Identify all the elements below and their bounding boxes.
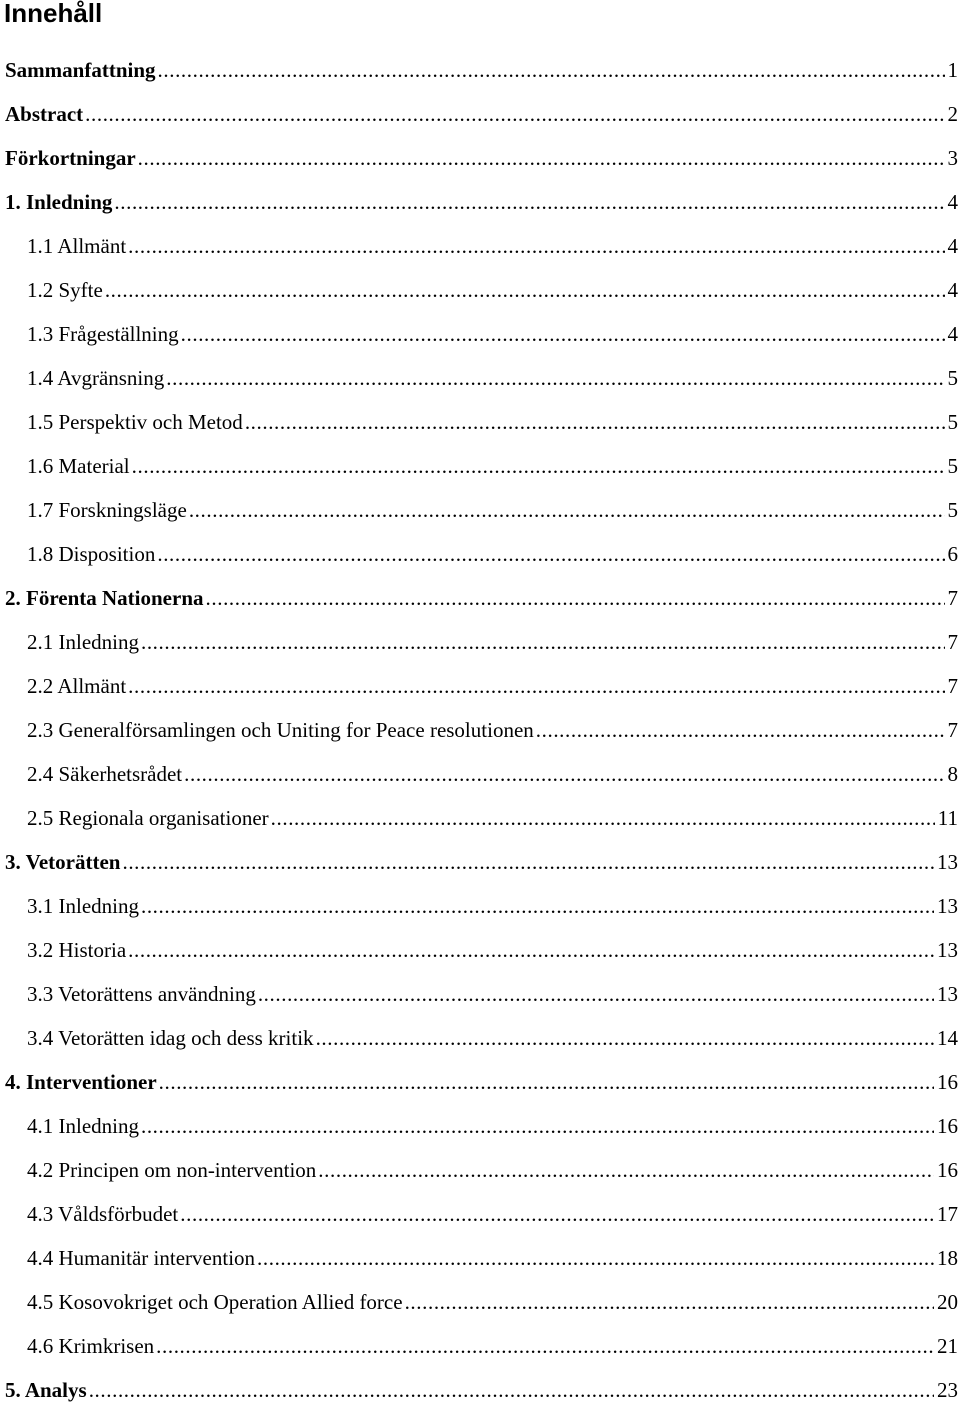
toc-entry-label: 2.4 Säkerhetsrådet xyxy=(27,756,182,792)
toc-page-number: 4 xyxy=(948,316,960,352)
toc-page-number: 5 xyxy=(948,448,960,484)
toc-section-link[interactable] xyxy=(0,668,960,712)
toc-section-link[interactable] xyxy=(0,1108,960,1152)
toc-section-link[interactable] xyxy=(0,624,960,668)
toc-section-link[interactable] xyxy=(0,272,960,316)
toc-section-link[interactable] xyxy=(0,316,960,360)
toc-section-link[interactable] xyxy=(0,888,960,932)
toc-section-link[interactable] xyxy=(0,1152,960,1196)
toc-entry-label: 1.5 Perspektiv och Metod xyxy=(27,404,243,440)
dot-leader xyxy=(141,1108,934,1144)
dot-leader xyxy=(206,580,945,616)
toc-section-link[interactable] xyxy=(0,404,960,448)
toc-chapter-link[interactable] xyxy=(0,1064,960,1108)
dot-leader xyxy=(85,96,944,132)
toc-section-link[interactable] xyxy=(0,1284,960,1328)
dot-leader xyxy=(89,1372,934,1408)
toc-page-number: 7 xyxy=(948,580,960,616)
toc-page-number: 7 xyxy=(948,668,960,704)
toc-entry-label: 2.5 Regionala organisationer xyxy=(27,800,269,836)
toc-entry-label: 4.2 Principen om non-intervention xyxy=(27,1152,316,1188)
dot-leader xyxy=(245,404,945,440)
dot-leader xyxy=(159,1064,934,1100)
toc-page-number: 6 xyxy=(948,536,960,572)
toc-entry-label: Förkortningar xyxy=(5,140,136,176)
toc-entry-label: 1. Inledning xyxy=(5,184,112,220)
toc-page-number: 13 xyxy=(937,976,960,1012)
dot-leader xyxy=(157,536,944,572)
page-title: Innehåll xyxy=(4,0,102,30)
toc-page-number: 1 xyxy=(948,52,960,88)
toc-page-number: 4 xyxy=(948,272,960,308)
toc-section-link[interactable] xyxy=(0,756,960,800)
toc-entry-label: 1.1 Allmänt xyxy=(27,228,126,264)
toc-entry-label: 2. Förenta Nationerna xyxy=(5,580,204,616)
toc-page-number: 16 xyxy=(937,1108,960,1144)
toc-entry-label: 1.8 Disposition xyxy=(27,536,155,572)
dot-leader xyxy=(166,360,944,396)
toc-page-number: 5 xyxy=(948,360,960,396)
toc-page-number: 7 xyxy=(948,712,960,748)
toc-entry-label: 1.3 Frågeställning xyxy=(27,316,179,352)
dot-leader xyxy=(128,668,944,704)
toc-page-number: 14 xyxy=(937,1020,960,1056)
toc-page-number: 23 xyxy=(937,1372,960,1408)
toc-section-link[interactable] xyxy=(0,800,960,844)
toc-entry-label: 4. Interventioner xyxy=(5,1064,157,1100)
toc-entry-label: 5. Analys xyxy=(5,1372,87,1408)
dot-leader xyxy=(105,272,945,308)
toc-entry-label: 1.4 Avgränsning xyxy=(27,360,164,396)
toc-entry-label: 4.1 Inledning xyxy=(27,1108,139,1144)
toc-page-number: 5 xyxy=(948,492,960,528)
toc-entry-label: 3. Vetorätten xyxy=(5,844,120,880)
dot-leader xyxy=(258,976,934,1012)
dot-leader xyxy=(257,1240,934,1276)
toc-entry-label: 4.6 Krimkrisen xyxy=(27,1328,154,1364)
toc-entry-label: 2.1 Inledning xyxy=(27,624,139,660)
toc-page-number: 3 xyxy=(948,140,960,176)
toc-chapter-link[interactable] xyxy=(0,184,960,228)
toc-section-link[interactable] xyxy=(0,1020,960,1064)
table-of-contents xyxy=(0,52,960,1416)
toc-page-number: 11 xyxy=(938,800,960,836)
toc-section-link[interactable] xyxy=(0,448,960,492)
toc-entry-label: 1.2 Syfte xyxy=(27,272,103,308)
dot-leader xyxy=(114,184,944,220)
toc-page-number: 4 xyxy=(948,228,960,264)
toc-section-link[interactable] xyxy=(0,360,960,404)
toc-entry-label: 3.2 Historia xyxy=(27,932,126,968)
toc-page-number: 13 xyxy=(937,932,960,968)
dot-leader xyxy=(156,1328,934,1364)
dot-leader xyxy=(180,1196,934,1232)
dot-leader xyxy=(132,448,945,484)
toc-entry-label: 4.3 Våldsförbudet xyxy=(27,1196,178,1232)
toc-chapter-link[interactable] xyxy=(0,96,960,140)
dot-leader xyxy=(184,756,944,792)
toc-page-number: 2 xyxy=(948,96,960,132)
dot-leader xyxy=(189,492,945,528)
dot-leader xyxy=(316,1020,934,1056)
dot-leader xyxy=(128,228,944,264)
toc-page-number: 4 xyxy=(948,184,960,220)
toc-section-link[interactable] xyxy=(0,1240,960,1284)
toc-page-number: 17 xyxy=(937,1196,960,1232)
toc-entry-label: 4.4 Humanitär intervention xyxy=(27,1240,255,1276)
toc-section-link[interactable] xyxy=(0,228,960,272)
dot-leader xyxy=(318,1152,934,1188)
dot-leader xyxy=(141,624,945,660)
dot-leader xyxy=(271,800,935,836)
toc-chapter-link[interactable] xyxy=(0,140,960,184)
toc-entry-label: Abstract xyxy=(5,96,83,132)
toc-entry-label: 2.3 Generalförsamlingen och Uniting for Peace resolutionen xyxy=(27,712,534,748)
toc-entry-label: 4.5 Kosovokriget och Operation Allied force xyxy=(27,1284,403,1320)
toc-page-number: 18 xyxy=(937,1240,960,1276)
dot-leader xyxy=(158,52,945,88)
toc-page-number: 8 xyxy=(948,756,960,792)
dot-leader xyxy=(138,140,945,176)
toc-entry-label: 3.4 Vetorätten idag och dess kritik xyxy=(27,1020,314,1056)
dot-leader xyxy=(141,888,934,924)
dot-leader xyxy=(122,844,934,880)
toc-entry-label: 2.2 Allmänt xyxy=(27,668,126,704)
toc-section-link[interactable] xyxy=(0,536,960,580)
toc-page-number: 7 xyxy=(948,624,960,660)
toc-entry-label: Sammanfattning xyxy=(5,52,156,88)
toc-page-number: 16 xyxy=(937,1152,960,1188)
toc-page-number: 21 xyxy=(937,1328,960,1364)
toc-chapter-link[interactable] xyxy=(0,52,960,96)
toc-section-link[interactable] xyxy=(0,712,960,756)
dot-leader xyxy=(181,316,945,352)
toc-page-number: 20 xyxy=(937,1284,960,1320)
toc-section-link[interactable] xyxy=(0,976,960,1020)
toc-entry-label: 1.7 Forskningsläge xyxy=(27,492,187,528)
toc-chapter-link[interactable] xyxy=(0,1372,960,1416)
toc-entry-label: 3.1 Inledning xyxy=(27,888,139,924)
toc-entry-label: 1.6 Material xyxy=(27,448,130,484)
dot-leader xyxy=(405,1284,934,1320)
toc-section-link[interactable] xyxy=(0,932,960,976)
dot-leader xyxy=(128,932,934,968)
toc-chapter-link[interactable] xyxy=(0,580,960,624)
toc-page-number: 16 xyxy=(937,1064,960,1100)
toc-section-link[interactable] xyxy=(0,1196,960,1240)
toc-entry-label: 3.3 Vetorättens användning xyxy=(27,976,256,1012)
toc-page-number: 5 xyxy=(948,404,960,440)
dot-leader xyxy=(536,712,945,748)
toc-page-number: 13 xyxy=(937,844,960,880)
toc-section-link[interactable] xyxy=(0,492,960,536)
toc-chapter-link[interactable] xyxy=(0,844,960,888)
toc-page-number: 13 xyxy=(937,888,960,924)
toc-section-link[interactable] xyxy=(0,1328,960,1372)
